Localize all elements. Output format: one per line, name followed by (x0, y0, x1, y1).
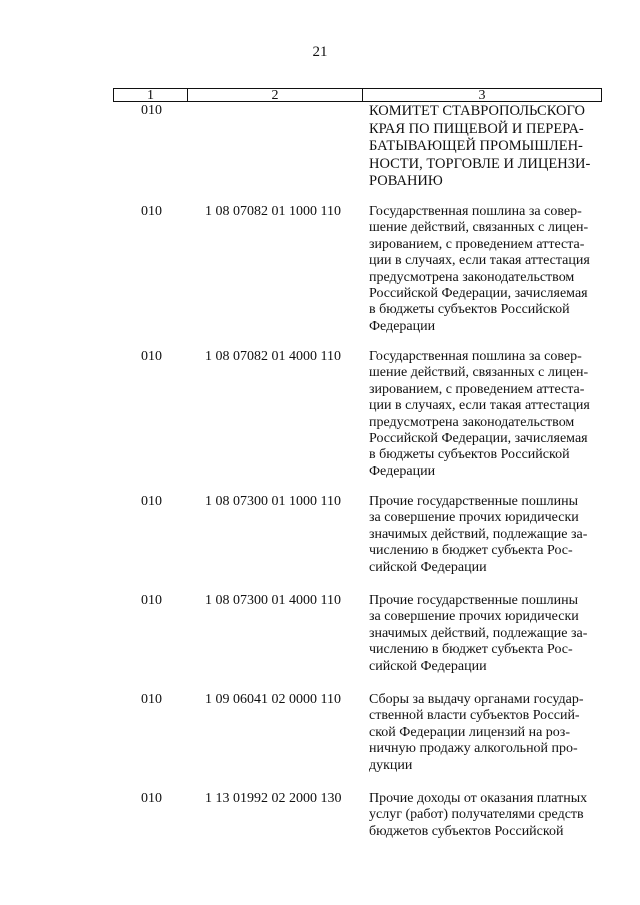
description-line: значимых действий, подлежащие за- (369, 526, 588, 542)
budget-classification-code: 1 08 07300 01 4000 110 (205, 593, 341, 608)
description-line: предусмотрена законодательством (369, 414, 575, 430)
description-line: в бюджеты субъектов Российской (369, 302, 570, 318)
description-line: Федерации (369, 463, 436, 479)
description-line: ции в случаях, если такая аттестация (369, 398, 590, 414)
description-line: ской Федерации лицензий на роз- (369, 724, 571, 740)
row-description (369, 349, 609, 480)
row-description (369, 692, 609, 774)
description-line: Федерации (369, 318, 436, 334)
admin-code: 010 (141, 791, 162, 806)
description-line: ничную продажу алкогольной про- (369, 741, 578, 757)
row-description (369, 103, 609, 191)
page-number: 21 (312, 44, 328, 60)
description-line: за совершение прочих юридически (369, 510, 579, 526)
table-header (113, 88, 602, 102)
table-header-col3: 3 (478, 88, 486, 103)
description-line: Прочие доходы от оказания платных (369, 791, 588, 806)
description-line: Российской Федерации, зачисляемая (369, 431, 588, 447)
description-line: бюджетов субъектов Российской (369, 823, 564, 839)
description-line: сийской Федерации (369, 658, 487, 674)
row-description (369, 204, 609, 335)
admin-code: 010 (141, 494, 162, 509)
table-header-col2: 2 (188, 89, 363, 101)
description-line: в бюджеты субъектов Российской (369, 447, 570, 463)
description-line: Прочие государственные пошлины (369, 494, 579, 509)
description-line: БАТЫВАЮЩЕЙ ПРОМЫШЛЕН- (369, 138, 583, 154)
budget-classification-code: 1 13 01992 02 2000 130 (205, 791, 342, 806)
description-line: ственной власти субъектов Россий- (369, 708, 580, 724)
description-line: Государственная пошлина за совер- (369, 349, 582, 364)
table-header-col1: 1 (114, 89, 188, 101)
description-line: РОВАНИЮ (369, 173, 443, 189)
description-line: Прочие государственные пошлины (369, 593, 579, 608)
admin-code: 010 (141, 593, 162, 608)
admin-code: 010 (141, 103, 162, 118)
description-line: за совершение прочих юридически (369, 609, 579, 625)
budget-classification-code: 1 08 07082 01 1000 110 (205, 204, 341, 219)
description-line: сийской Федерации (369, 559, 487, 575)
description-line: шение действий, связанных с лицен- (369, 220, 589, 236)
description-line: услуг (работ) получателями средств (369, 807, 584, 823)
budget-classification-code: 1 09 06041 02 0000 110 (205, 692, 341, 707)
description-line: КОМИТЕТ СТАВРОПОЛЬСКОГО (369, 103, 585, 119)
description-line: предусмотрена законодательством (369, 269, 575, 285)
row-description (369, 494, 609, 576)
row-description (369, 791, 609, 840)
description-line: значимых действий, подлежащие за- (369, 625, 588, 641)
description-line: Сборы за выдачу органами государ- (369, 692, 584, 707)
description-line: шение действий, связанных с лицен- (369, 365, 589, 381)
description-line: Российской Федерации, зачисляемая (369, 286, 588, 302)
description-line: числению в бюджет субъекта Рос- (369, 543, 573, 559)
description-line: НОСТИ, ТОРГОВЛЕ И ЛИЦЕНЗИ- (369, 155, 591, 172)
description-line: ции в случаях, если такая аттестация (369, 253, 590, 269)
admin-code: 010 (141, 692, 162, 707)
description-line: дукции (369, 757, 413, 773)
description-line: КРАЯ ПО ПИЩЕВОЙ И ПЕРЕРА- (369, 120, 584, 137)
admin-code: 010 (141, 349, 162, 364)
description-line: Государственная пошлина за совер- (369, 204, 582, 219)
description-line: зированием, с проведением аттеста- (369, 381, 585, 397)
admin-code: 010 (141, 204, 162, 219)
row-description (369, 593, 609, 675)
budget-classification-code: 1 08 07082 01 4000 110 (205, 349, 341, 364)
description-line: числению в бюджет субъекта Рос- (369, 642, 573, 658)
description-line: зированием, с проведением аттеста- (369, 236, 585, 252)
budget-classification-code: 1 08 07300 01 1000 110 (205, 494, 341, 509)
